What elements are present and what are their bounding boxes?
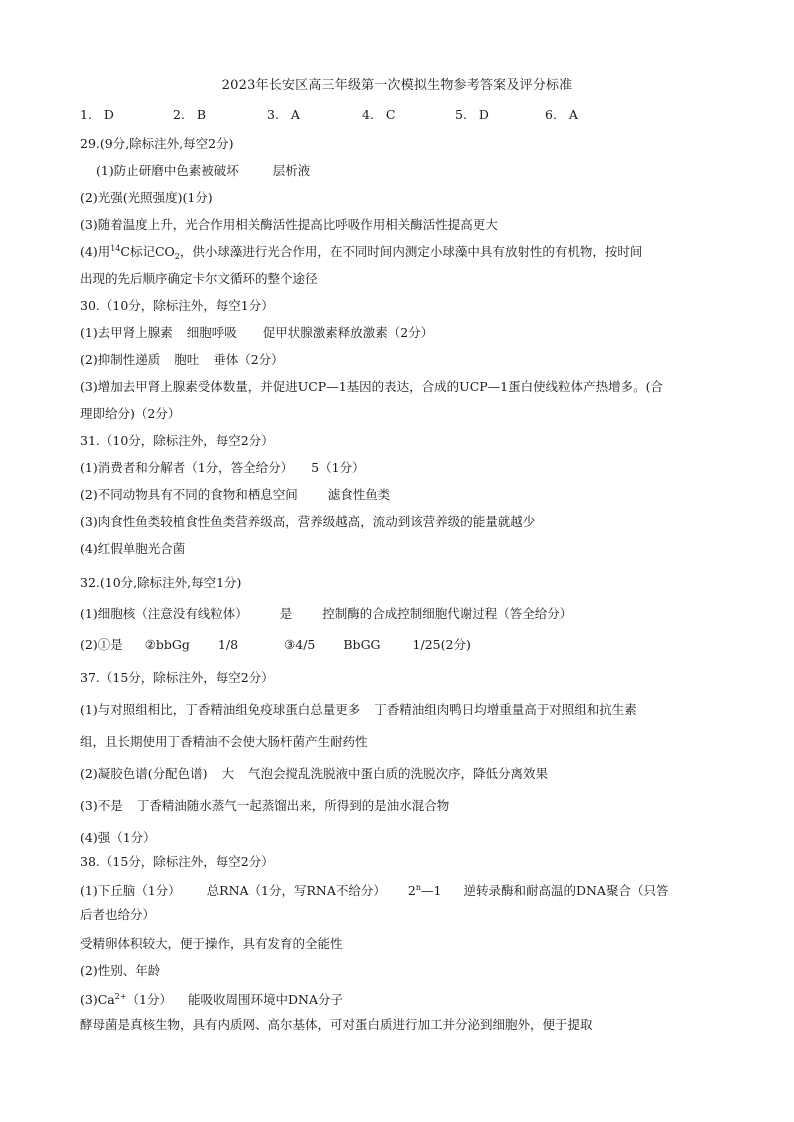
mc-answer-3 (267, 106, 300, 124)
mc-answer-6 (545, 106, 578, 124)
mc-letter: C (385, 107, 396, 122)
q30-answer-1b: 细胞呼吸 (186, 325, 237, 340)
q38-answer-3 (80, 991, 343, 1009)
q29-answer-1 (96, 162, 310, 180)
q32-answer-2d: ③4/5 (284, 637, 316, 652)
q37-answer-2 (80, 765, 548, 783)
ion-charge-superscript: 2+ (114, 992, 127, 1001)
mc-answer-2 (173, 106, 206, 124)
q38-answer-1-extra: 受精卵体积较大，便于操作，具有发育的全能性 (80, 936, 343, 951)
q32-answer-1b: 是 (279, 606, 293, 621)
q37-answer-1b: 丁香精油组肉鸭日均增重量高于对照组和抗生素 (374, 702, 637, 717)
q30-answer-3-cont: 理即给分)（2分） (80, 406, 181, 421)
q32-answer-1c: 控制酶的合成控制细胞代谢过程（答全给分） (322, 606, 573, 621)
q31-answer-2b: 滤食性鱼类 (327, 487, 391, 502)
q31-answer-2a: (2)不同动物具有不同的食物和栖息空间 (80, 487, 298, 502)
q31-answer-1 (80, 459, 365, 477)
multiple-choice-answers (80, 106, 720, 124)
q29-answer-4-cont: 出现的先后顺序确定卡尔文循环的整个途径 (80, 271, 318, 286)
q37-answer-2a: (2)凝胶色谱(分配色谱) (80, 766, 208, 781)
q29-answer-1a: (1)防止研磨中色素被破坏 (96, 163, 239, 178)
mc-number: 5. (455, 107, 467, 122)
q37-answer-3 (80, 797, 449, 815)
q38-answer-1d: 逆转录酶和耐高温的DNA聚合（只答 (463, 883, 669, 898)
q38-answer-2: (2)性别、年龄 (80, 963, 161, 978)
q37-answer-3a: (3)不是 (80, 798, 123, 813)
q37-answer-1a: (1)与对照组相比，丁香精油组免疫球蛋白总量更多 (80, 702, 361, 717)
q31-answer-3: (3)肉食性鱼类较植食性鱼类营养级高，营养级越高，流动到该营养级的能量就越少 (80, 514, 536, 529)
q37-header: 37.（15分，除标注外，每空2分） (80, 670, 274, 685)
q31-answer-1b: 5（1分） (311, 460, 365, 475)
q30-answer-2 (80, 351, 284, 369)
page-title: 2023年长安区高三年级第一次模拟生物参考答案及评分标准 (221, 78, 573, 93)
q38-answer-3a: $(3)Ca^{2+}(1$分） (80, 992, 172, 1007)
q29-answer-4 (80, 243, 642, 261)
q29-answer-2: (2)光强(光照强度)(1分) (80, 190, 213, 205)
q30-answer-2a: (2)抑制性递质 (80, 352, 161, 367)
q38-answer-3-extra: 酵母菌是真核生物，具有内质网、高尔基体，可对蛋白质进行加工并分泌到细胞外，便于提取 (80, 1017, 593, 1032)
q32-answer-2a: (2)①是 (80, 637, 123, 652)
q29-answer-1b: 层析液 (272, 163, 311, 178)
q32-answer-2b: ②bbGg (144, 637, 190, 652)
mc-number: 3. (267, 107, 279, 122)
q38-answer-3b: 能吸收周围环境中DNA分子 (187, 992, 343, 1007)
formula-subscript: 2 (174, 252, 180, 261)
q31-answer-1a: (1)消费者和分解者（1分，答全给分） (80, 460, 294, 475)
q29-header: 29.(9分,除标注外,每空2分) (80, 136, 234, 151)
q32-answer-2e: BbGG (343, 637, 381, 652)
q30-answer-2b: 胞吐 (174, 352, 200, 367)
q30-answer-2c: 垂体（2分） (213, 352, 284, 367)
q37-answer-2b: 大 (221, 766, 234, 781)
q31-header: 31.（10分，除标注外，每空2分） (80, 433, 274, 448)
q38-answer-1-cont: 后者也给分） (80, 907, 156, 922)
mc-number: 4. (362, 107, 374, 122)
mc-number: 2. (173, 107, 185, 122)
q30-answer-3: (3)增加去甲肾上腺素受体数量，并促进UCP—1基因的表达，合成的UCP—1蛋白使线粒体产热增多。(合 (80, 379, 664, 394)
q37-answer-3b: 丁香精油随水蒸气一起蒸馏出来，所得到的是油水混合物 (136, 798, 450, 813)
q38-answer-1 (80, 882, 668, 900)
q32-answer-2f: 1/25(2分) (412, 637, 471, 652)
q32-answer-2c: 1/8 (217, 637, 239, 652)
q32-answer-2 (80, 636, 471, 654)
q30-answer-1 (80, 324, 433, 342)
mc-letter: B (196, 107, 207, 122)
q31-answer-2 (80, 486, 390, 504)
mc-letter: D (103, 107, 114, 122)
q29-answer-4-prefix: (4)用 (80, 244, 111, 259)
q38-answer-1c: 2$^n$—1 (407, 883, 442, 898)
mc-letter: D (478, 107, 489, 122)
mc-answer-4 (362, 106, 395, 124)
q30-answer-1c: 促甲状腺激素释放激素（2分） (262, 325, 434, 340)
mc-letter: A (290, 107, 300, 122)
mc-answer-5 (455, 106, 489, 124)
mc-number: 6. (545, 107, 557, 122)
mc-number: 1. (80, 107, 92, 122)
q32-answer-1a: (1)细胞核（注意没有线粒体） (80, 606, 248, 621)
q37-answer-2c: 气泡会搅乱洗脱液中蛋白质的洗脱次序，降低分离效果 (247, 766, 548, 781)
exponent-superscript: n (415, 883, 421, 892)
q38-header: 38.（15分，除标注外，每空2分） (80, 854, 274, 869)
q37-answer-4: (4)强（1分） (80, 830, 156, 845)
q29-answer-3: (3)随着温度上升，光合作用相关酶活性提高比呼吸作用相关酶活性提高更大 (80, 217, 498, 232)
q32-answer-1 (80, 605, 572, 623)
q37-answer-1 (80, 701, 637, 719)
q37-answer-1-cont: 组，且长期使用丁香精油不会使大肠杆菌产生耐药性 (80, 734, 368, 749)
isotope-superscript: 14 (110, 244, 121, 253)
q30-header: 30.（10分，除标注外，每空1分） (80, 298, 274, 313)
mc-answer-1 (80, 106, 114, 124)
q32-header: 32.(10分,除标注外,每空1分) (80, 575, 242, 590)
q29-answer-4-formula: C标记CO (120, 244, 175, 259)
q38-answer-1a: (1)下丘脑（1分） (80, 883, 181, 898)
q31-answer-4: (4)红假单胞光合菌 (80, 541, 186, 556)
mc-letter: A (568, 107, 578, 122)
q29-answer-4-text: ，供小球藻进行光合作用，在不同时间内测定小球藻中具有放射性的有机物，按时间 (179, 244, 643, 259)
q38-answer-1b: 总RNA（1分，写RNA不给分） (206, 883, 386, 898)
q30-answer-1a: (1)去甲肾上腺素 (80, 325, 173, 340)
